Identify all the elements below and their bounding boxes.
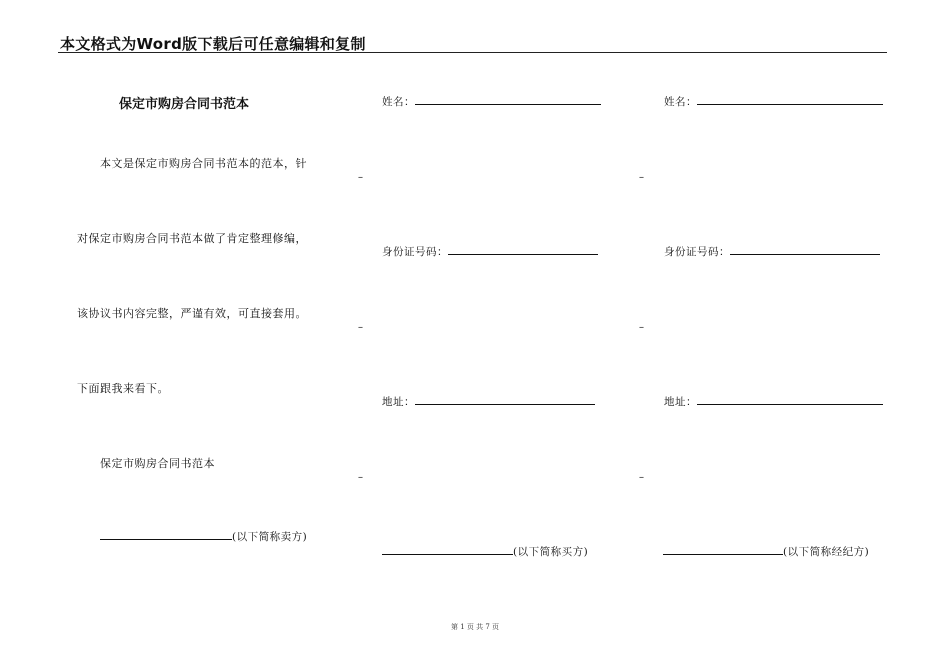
intro-line-4: 下面跟我来看下。 bbox=[77, 382, 169, 395]
intro-line-1: 本文是保定市购房合同书范本的范本，针 bbox=[100, 157, 307, 170]
buyer-name-label: 姓名： bbox=[382, 96, 415, 108]
buyer-id-blank bbox=[448, 243, 598, 255]
buyer-name-field bbox=[382, 93, 601, 109]
buyer-address-blank bbox=[415, 393, 595, 405]
separator-mark: – bbox=[358, 472, 363, 483]
agent-name-field bbox=[664, 93, 883, 109]
agent-name-blank bbox=[697, 93, 883, 105]
separator-mark: – bbox=[358, 322, 363, 333]
agent-id-blank bbox=[730, 243, 880, 255]
buyer-id-field bbox=[382, 243, 598, 259]
agent-address-field bbox=[664, 393, 883, 409]
buyer-address-label: 地址： bbox=[382, 396, 415, 408]
agent-suffix: (以下简称经纪方) bbox=[783, 546, 870, 558]
intro-line-3: 该协议书内容完整，严谨有效，可直接套用。 bbox=[77, 307, 307, 320]
contract-title: 保定市购房合同书范本 bbox=[119, 97, 250, 112]
buyer-line bbox=[382, 543, 588, 559]
seller-line bbox=[100, 528, 307, 544]
buyer-address-field bbox=[382, 393, 595, 409]
agent-id-label: 身份证号码： bbox=[664, 246, 730, 258]
separator-mark: – bbox=[639, 172, 644, 183]
agent-id-field bbox=[664, 243, 880, 259]
header-divider bbox=[58, 52, 887, 53]
buyer-party-blank bbox=[382, 543, 513, 555]
page-number: 第 1 页 共 7 页 bbox=[450, 623, 500, 631]
agent-name-label: 姓名： bbox=[664, 96, 697, 108]
separator-mark: – bbox=[358, 172, 363, 183]
intro-line-2: 对保定市购房合同书范本做了肯定整理修编， bbox=[77, 232, 307, 245]
separator-mark: – bbox=[639, 472, 644, 483]
document-header-title: 本文格式为Word版下载后可任意编辑和复制 bbox=[60, 35, 366, 53]
seller-name-blank bbox=[100, 528, 232, 540]
buyer-suffix: (以下简称买方) bbox=[513, 546, 589, 558]
seller-suffix: (以下简称卖方) bbox=[232, 531, 308, 543]
separator-mark: – bbox=[639, 322, 644, 333]
buyer-name-blank bbox=[415, 93, 601, 105]
agent-party-blank bbox=[663, 543, 783, 555]
agent-address-label: 地址： bbox=[664, 396, 697, 408]
section-heading: 保定市购房合同书范本 bbox=[100, 457, 215, 470]
agent-line bbox=[663, 543, 869, 559]
agent-address-blank bbox=[697, 393, 883, 405]
buyer-id-label: 身份证号码： bbox=[382, 246, 448, 258]
